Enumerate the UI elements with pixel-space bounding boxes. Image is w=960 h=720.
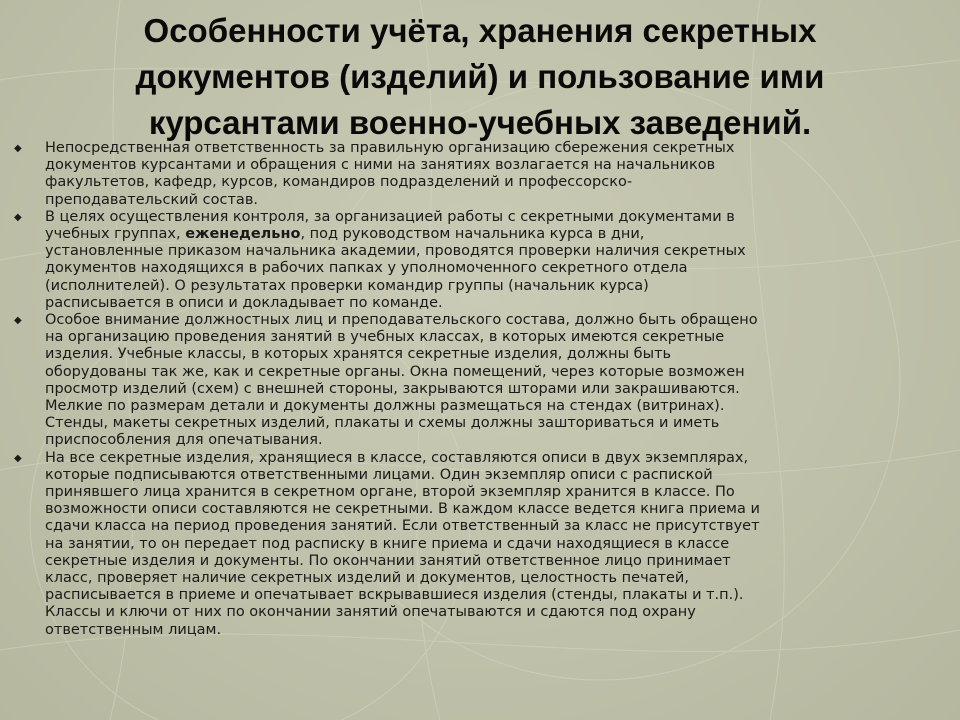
paragraph-line: преподавательский состав.	[45, 191, 258, 208]
diamond-bullet-icon: ◆	[14, 143, 22, 154]
paragraph-line: документов находящихся в рабочих папках у уполномоченного секретного отдела	[45, 260, 688, 277]
paragraph-line: возможности описи составляются не секретными. В каждом классе ведется книга приема и	[45, 501, 760, 518]
paragraph-line: секретные изделия и документы. По окончании занятий ответственное лицо принимает	[45, 552, 731, 569]
paragraph-line: оборудованы так же, как и секретные органы. Окна помещений, через которые возможен	[45, 363, 745, 380]
paragraph-line: ответственным лицам.	[45, 621, 222, 638]
paragraph-line: установленные приказом начальника академии, проводятся проверки наличия секретных	[45, 243, 746, 260]
paragraph-line: Классы и ключи от них по окончании занятий опечатываются и сдаются под охрану	[45, 604, 696, 621]
bullet-item	[12, 209, 947, 312]
paragraph-line: (исполнителей). О результатах проверки командир группы (начальник курса)	[45, 277, 649, 294]
paragraph-line: просмотр изделий (схем) с внешней стороны, закрываются шторами или закрашиваются.	[45, 380, 740, 397]
paragraph-line: документов курсантами и обращения с ними на занятиях возлагается на начальников	[45, 157, 716, 174]
paragraph-line: на занятии, то он передает под расписку в книге приема и сдачи находящиеся в классе	[45, 535, 730, 552]
diamond-bullet-icon: ◆	[14, 211, 22, 223]
title-line: Особенности учёта, хранения секретных	[143, 12, 817, 49]
diamond-bullet-icon: ◆	[14, 452, 22, 464]
bullet-item	[12, 140, 947, 209]
paragraph-line: На все секретные изделия, хранящиеся в классе, составляются описи в двух экземплярах,	[45, 449, 749, 466]
paragraph-line: расписывается в приеме и опечатывает вскрывавшиеся изделия (стенды, плакаты и т.п.).	[45, 587, 744, 604]
paragraph-line: которые подписываются ответственными лицами. Один экземпляр описи с распиской	[45, 466, 713, 483]
slide-title	[40, 8, 920, 146]
paragraph-line: расписывается в описи и докладывает по команде.	[45, 294, 443, 311]
paragraph-line: на организацию проведения занятий в учебных классах, в которых имеются секретные	[45, 329, 725, 346]
paragraph-line: приспособления для опечатывания.	[45, 432, 323, 449]
paragraph-line: сдачи класса на период проведения занятий. Если ответственный за класс не присутствует	[45, 518, 760, 535]
paragraph-line: класс, проверяет наличие секретных изделий и документов, целостность печатей,	[45, 570, 689, 587]
paragraph-line: Стенды, макеты секретных изделий, плакаты и схемы должны зашториваться и иметь	[45, 415, 720, 432]
diamond-bullet-icon: ◆	[14, 315, 22, 327]
bullet-item	[12, 450, 947, 639]
paragraph-text: , под руководством начальника курса в дни,	[300, 226, 645, 243]
paragraph-line: Непосредственная ответственность за правильную организацию сбережения секретных	[45, 140, 735, 156]
emphasis-text: еженедельно	[185, 226, 301, 243]
paragraph-line: В целях осуществления контроля, за организацией работы с секретными документами в	[45, 208, 735, 225]
bullet-list	[12, 140, 947, 639]
paragraph-line	[45, 226, 947, 243]
title-line: документов (изделий) и пользование ими	[135, 58, 825, 95]
paragraph-line: изделия. Учебные классы, в которых хранятся секретные изделия, должны быть	[45, 346, 672, 363]
paragraph-line: принявшего лица хранится в секретном органе, второй экземпляр хранится в классе. По	[45, 484, 735, 501]
paragraph-line: Мелкие по размерам детали и документы должны размещаться на стендах (витринах).	[45, 398, 725, 415]
paragraph-text: учебных группах,	[45, 226, 186, 243]
bullet-item	[12, 312, 947, 450]
paragraph-line: факультетов, кафедр, курсов, командиров подразделений и профессорско-	[45, 174, 633, 191]
title-line: курсантами военно-учебных заведений.	[148, 104, 812, 141]
paragraph-line: Особое внимание должностных лиц и преподавательского состава, должно быть обращено	[45, 312, 758, 329]
